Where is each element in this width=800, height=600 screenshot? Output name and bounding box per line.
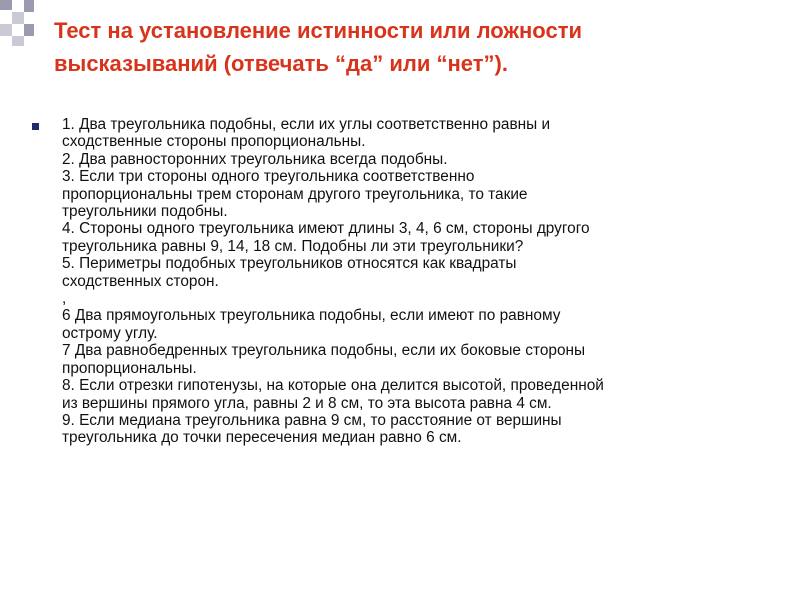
corner-decoration	[0, 0, 12, 10]
statement-line: треугольника равны 9, 14, 18 см. Подобны ли эти треугольники?	[62, 237, 524, 255]
statement-line: 7 Два равнобедренных треугольника подобны, если их боковые стороны	[62, 342, 586, 360]
statement-line: сходственных сторон.	[62, 272, 219, 290]
title-line: Тест на установление истинности или ложности	[54, 18, 582, 43]
statement-line: из вершины прямого угла, равны 2 и 8 см, то эта высота равна 4 см.	[62, 394, 552, 412]
corner-decoration	[12, 36, 24, 46]
statement-line: 1. Два треугольника подобны, если их углы соответственно равны и	[62, 116, 551, 133]
statement-line: сходственные стороны пропорциональны.	[62, 133, 366, 151]
statement-line: 8. Если отрезки гипотенузы, на которые она делится высотой, проведенной	[62, 377, 604, 395]
corner-decoration	[24, 24, 34, 36]
slide-body	[32, 116, 782, 447]
statement-line: пропорциональны трем сторонам другого треугольника, то такие	[62, 185, 528, 203]
statement-line: треугольника до точки пересечения медиан равно 6 см.	[62, 429, 462, 447]
statement-line: пропорциональны.	[62, 359, 197, 377]
title-line: высказываний (отвечать “да” или “нет”).	[54, 51, 508, 76]
slide-title	[54, 14, 774, 80]
statement-line: острому углу.	[62, 324, 158, 342]
square-bullet-icon	[32, 123, 39, 130]
statement-line: ,	[62, 290, 67, 308]
statement-line: 2. Два равносторонних треугольника всегда подобны.	[62, 150, 448, 168]
statement-line: 4. Стороны одного треугольника имеют длины 3, 4, 6 см, стороны другого	[62, 220, 590, 238]
statement-line: треугольники подобны.	[62, 203, 228, 221]
corner-decoration	[12, 12, 24, 24]
corner-decoration	[0, 24, 12, 36]
statement-line: 9. Если медиана треугольника равна 9 см, то расстояние от вершины	[62, 411, 562, 429]
statement-list	[62, 116, 782, 447]
statement-line: 6 Два прямоугольных треугольника подобны, если имеют по равному	[62, 307, 561, 325]
corner-decoration	[24, 0, 34, 12]
statement-line: 5. Периметры подобных треугольников относятся как квадраты	[62, 255, 517, 273]
statement-line: 3. Если три стороны одного треугольника соответственно	[62, 168, 475, 186]
